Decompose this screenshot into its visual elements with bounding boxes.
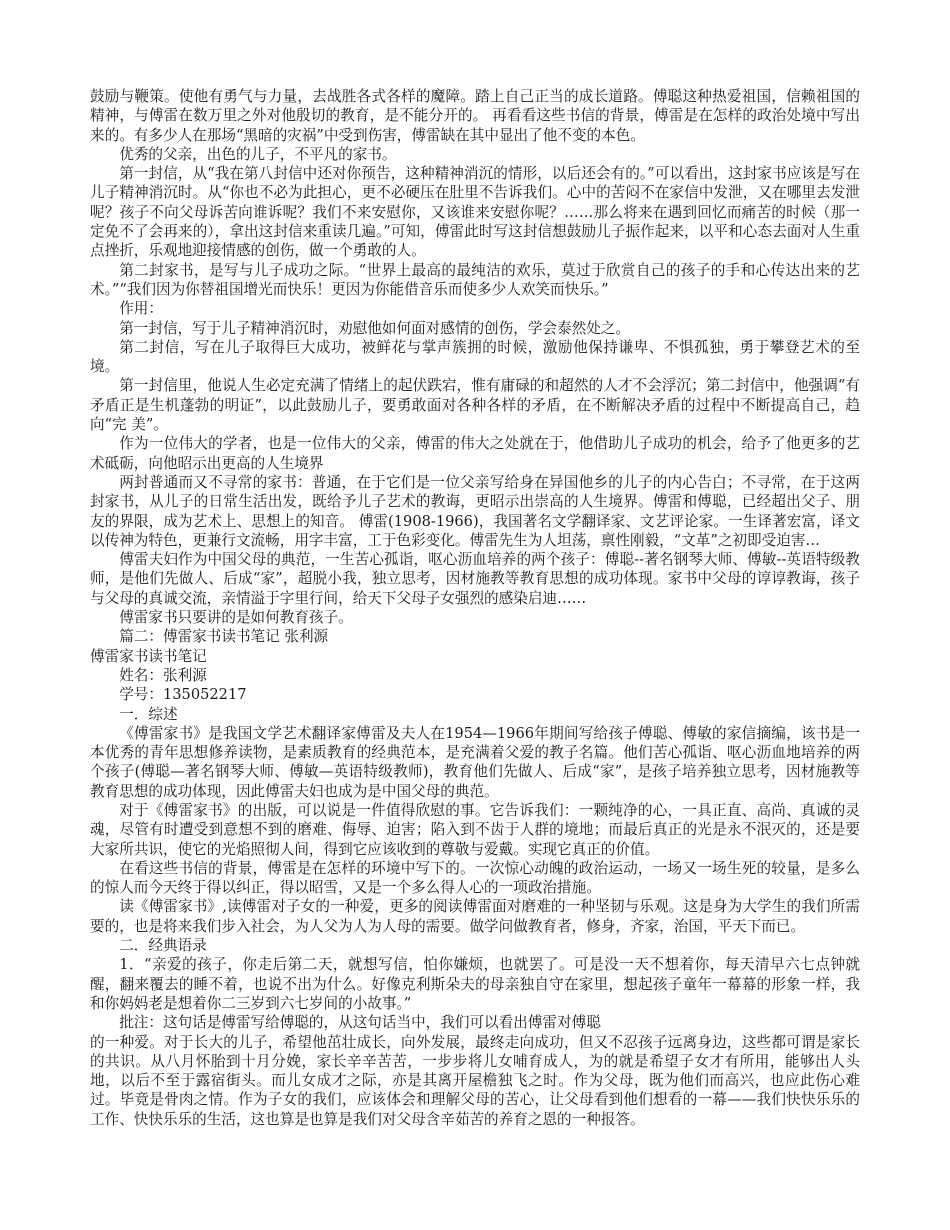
paragraph: 一．综述 [119, 705, 178, 723]
paragraph: 作为一位伟大的学者，也是一位伟大的父亲，傅雷的伟大之处就在于，他借助儿子成功的机会，给予了他更多的艺术砥砺，向他昭示出更高的人生境界 [90, 435, 860, 472]
paragraph: 《傅雷家书》是我国文学艺术翻译家傅雷及夫人在1954—1966年期间写给孩子傅聪、傅敏的家信摘编，该书是一本优秀的青年思想修养读物，是素质教育的经典范本，是充满着父爱的教子名篇。他们苦心孤诣、呕心沥血地培养的两个孩子(傅聪—著名钢琴大师、傅敏—英语特级教师)，教育他们先做人、后成“家”，是孩子培养独立思考，因材施教等教育思想的成功体现，因此傅雷夫妇也成为是中国父母的典范。 [90, 724, 860, 800]
paragraph: 姓名：张利源 [119, 666, 207, 684]
paragraph: 批注：这句话是傅雷写给傅聪的，从这句话当中，我们可以看出傅雷对傅聪 [119, 1014, 601, 1032]
paragraph: 傅雷家书读书笔记 [90, 647, 207, 665]
paragraph: 优秀的父亲，出色的儿子，不平凡的家书。 [119, 145, 397, 163]
paragraph: 傅雷夫妇作为中国父母的典范，一生苦心孤诣，呕心沥血培养的两个孩子：傅聪--著名钢琴大师、傅敏--英语特级教师，是他们先做人、后成“家”，超脱小我，独立思考，因材施教等教育思想的成功体现。家书中父母的谆谆教诲，孩子与父母的真诚交流，亲情溢于字里行间，给天下父母子女强烈的感染启迪…… [90, 551, 860, 607]
paragraph: 在看这些书信的背景，傅雷是在怎样的环境中写下的。一次惊心动魄的政治运动，一场又一场生死的较量，是多么的惊人而今天终于得以纠正，得以昭雪，又是一个多么得人心的一项政治措施。 [90, 859, 860, 897]
paragraph: 的一种爱。对于长大的儿子，希望他茁壮成长，向外发展，最终走向成功，但又不忍孩子远离身边，这些都可谓是家长的共识。从八月怀胎到十月分娩，家长辛辛苦苦，一步步将儿女哺育成人，为的就是希望子女才有所用，能够出人头地，以后不至于露宿街头。而儿女成才之际，亦是其离开屋檐独飞之时。作为父母，既为他们而高兴，也应此伤心难过。毕竟是骨肉之情。作为子女的我们，应该体会和理解父母的苦心，让父母看到他们想看的一幕——我们快快乐乐的工作、快快乐乐的生活，这也算是也算是我们对父母含辛茹苦的养育之恩的一种报答。 [90, 1033, 860, 1128]
paragraph: 鼓励与鞭策。使他有勇气与力量，去战胜各式各样的魔障。踏上自己正当的成长道路。傅聪这种热爱祖国，信赖祖国的精神，与傅雷在数万里之外对他殷切的教育，是不能分开的。 再看看这些书信的背景，傅雷是在怎样的政治处境中写出来的。有多少人在那场“黑暗的灾祸”中受到伤害，傅雷缺在其中显出了他不变的本色。 [90, 88, 860, 144]
paragraph: 第一封信，写于儿子精神消沉时，劝慰他如何面对感情的创伤，学会泰然处之。 [119, 319, 630, 337]
document-page [90, 87, 860, 1129]
paragraph: 傅雷家书只要讲的是如何教育孩子。 [119, 609, 353, 627]
paragraph: 第一封信，从“我在第八封信中还对你预告，这种精神消沉的情形，以后还会有的。”可以看出，这封家书应该是写在儿子精神消沉时。从“你也不必为此担心，更不必硬压在肚里不告诉我们。心中的苦闷不在家信中发泄，又在哪里去发泄呢？孩子不向父母诉苦向谁诉呢？我们不来安慰你，又该谁来安慰你呢？……那么将来在遇到回忆而痛苦的时候（那一定免不了会再来的），拿出这封信来重读几遍。”可知，傅雷此时写这封信想鼓励儿子振作起来，以平和心态去面对人生重点挫折，乐观地迎接情感的创伤，做一个勇敢的人。 [90, 165, 860, 260]
paragraph: 作用： [119, 300, 163, 318]
paragraph: 第二封信，写在儿子取得巨大成功，被鲜花与掌声簇拥的时候，激励他保持谦卑、不惧孤独，勇于攀登艺术的至境。 [90, 338, 860, 376]
paragraph: 第一封信里，他说人生必定充满了情绪上的起伏跌宕，惟有庸碌的和超然的人才不会浮沉；第二封信中，他强调“有矛盾正是生机蓬勃的明证”，以此鼓励儿子，要勇敢面对各种各样的矛盾，在不断解决矛盾的过程中不断提高自己，趋向“完 美”。 [90, 377, 860, 434]
paragraph: 对于《傅雷家书》的出版，可以说是一件值得欣慰的事。它告诉我们：一颗纯净的心，一具正直、高尚、真诚的灵魂，尽管有时遭受到意想不到的磨难、侮辱、迫害；陷入到不齿于人群的境地；而最后真正的光是永不泯灭的，还是要大家所共识，使它的光焰照彻人间，得到它应该收到的尊敬与爱戴。实现它真正的价值。 [90, 801, 860, 858]
paragraph: 学号：135052217 [119, 686, 247, 704]
paragraph: 篇二：傅雷家书读书笔记 张利源 [119, 628, 329, 646]
paragraph: 第二封家书，是写与儿子成功之际。“世界上最高的最纯洁的欢乐，莫过于欣赏自己的孩子的手和心传达出来的艺术。”“我们因为你替祖国增光而快乐！更因为你能借音乐而使多少人欢笑而快乐。” [90, 261, 860, 298]
paragraph: 1．“亲爱的孩子，你走后第二天，就想写信，怕你嫌烦，也就罢了。可是没一天不想着你，每天清早六七点钟就醒，翻来覆去的睡不着，也说不出为什么。好像克利斯朵夫的母亲独自守在家里，想起孩子童年一幕幕的形象一样，我和你妈妈老是想着你二三岁到六七岁间的小故事。” [90, 956, 860, 1012]
paragraph: 二．经典语录 [119, 937, 207, 955]
paragraph: 读《傅雷家书》,读傅雷对子女的一种爱，更多的阅读傅雷面对磨难的一种坚韧与乐观。这是身为大学生的我们所需要的，也是将来我们步入社会，为人父为人为人母的需要。做学问做教育者，修身，齐家，治国，平天下而已。 [90, 898, 860, 935]
paragraph: 两封普通而又不寻常的家书：普通，在于它们是一位父亲写给身在异国他乡的儿子的内心告白；不寻常，在于这两封家书，从儿子的日常生活出发，既给予儿子艺术的教诲，更昭示出崇高的人生境界。傅雷和傅聪，已经超出父子、朋友的界限，成为艺术上、思想上的知音。 傅雷(1908-1966)，我国著名文学翻译家、文艺评论家。一生译著宏富，译文以传神为特色，更兼行文流畅，用字丰富，工于色彩变化。傅雷先生为人坦荡，禀性刚毅，“文革”之初即受迫害… [90, 473, 860, 549]
